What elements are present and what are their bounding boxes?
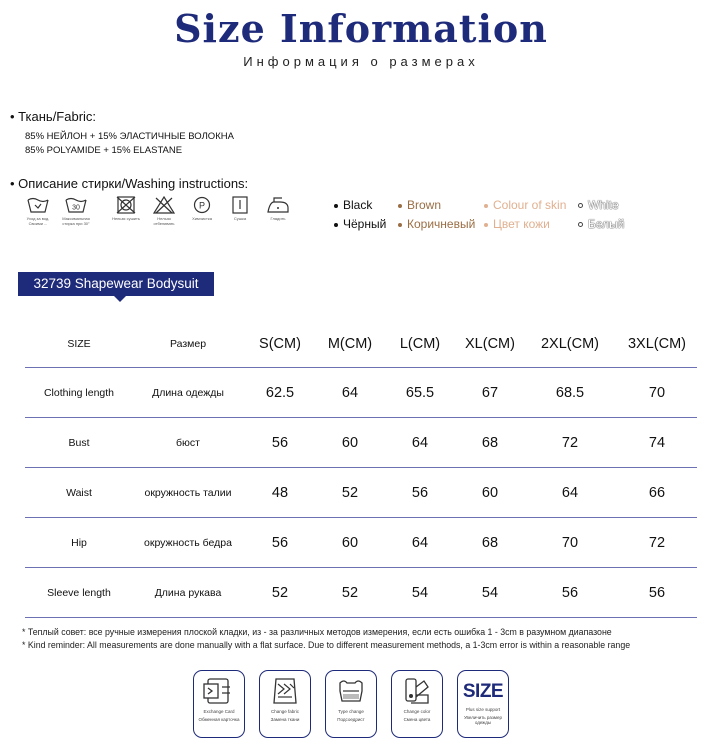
color-label: Чёрный <box>343 217 387 231</box>
product-name-banner: 32739 Shapewear Bodysuit <box>18 272 214 296</box>
table-cell: 60 <box>341 534 359 551</box>
table-cell: 56 <box>648 584 666 601</box>
fabric-line-en: 85% POLYAMIDE + 15% ELASTANE <box>25 145 183 156</box>
wash-caption: Максимальная стирка при 30° <box>62 216 90 226</box>
washing-heading: • Описание стирки/Washing instructions: <box>10 176 248 191</box>
note-ru: * Теплый совет: все ручные измерения плоской кладки, из - за различных методов измерения, если есть ошибка 1 - 3cm в разумном диапазоне <box>22 627 612 637</box>
row-label-en: Clothing length <box>43 386 115 399</box>
dry-clean-icon <box>186 196 218 221</box>
table-cell: 64 <box>341 384 359 401</box>
change-color-icon <box>400 675 434 707</box>
fabric-heading: • Ткань/Fabric: <box>10 109 96 124</box>
color-dot-icon <box>398 223 402 227</box>
color-dot-icon <box>578 203 583 208</box>
table-cell: 67 <box>481 384 499 401</box>
table-cell: 64 <box>411 534 429 551</box>
page-subtitle: Информация о размерах <box>243 54 479 69</box>
row-label-ru: окружность бедра <box>144 536 232 549</box>
wash-caption: Химчистка <box>192 216 212 221</box>
wash-30-icon <box>60 196 92 226</box>
table-row <box>25 418 697 468</box>
badge-label-en: Change fabric <box>270 709 300 714</box>
size-icon: SIZE <box>462 681 504 702</box>
row-label-ru: Длина рукава <box>154 586 222 599</box>
table-cell: 60 <box>481 484 499 501</box>
table-cell: 60 <box>341 434 359 451</box>
fabric-line-ru: 85% НЕЙЛОН + 15% ЭЛАСТИЧНЫЕ ВОЛОКНА <box>25 131 234 142</box>
size-table <box>25 320 697 618</box>
table-row <box>25 368 697 418</box>
svg-text:P: P <box>198 200 206 211</box>
table-cell: 68 <box>481 434 499 451</box>
table-cell: 68 <box>481 534 499 551</box>
header-xl: XL(CM) <box>465 335 515 352</box>
table-cell: 68.5 <box>555 384 585 401</box>
table-cell: 48 <box>271 484 289 501</box>
badge-label-ru: Обменная карточка <box>198 716 240 722</box>
iron-icon <box>262 196 294 221</box>
table-cell: 56 <box>271 434 289 451</box>
exchange-card-icon <box>202 675 236 707</box>
badge-label-ru: Смена цвета <box>403 716 431 722</box>
badge-label-ru: Подсоедрист <box>337 716 365 722</box>
note-en: * Kind reminder: All measurements are done manually with a flat surface. Due to different measurement methods, a 1-3cm error is within a reasonable range <box>22 640 631 650</box>
header-s: S(CM) <box>259 335 301 352</box>
table-cell: 72 <box>561 434 579 451</box>
table-cell: 52 <box>341 484 359 501</box>
row-label-en: Bust <box>68 436 90 449</box>
table-cell: 56 <box>411 484 429 501</box>
table-cell: 64 <box>561 484 579 501</box>
wash-caption: Нельзя отбеливать <box>153 216 175 226</box>
color-dot-icon <box>334 223 338 227</box>
color-dot-icon <box>398 204 402 208</box>
type-change-icon <box>334 675 368 707</box>
table-cell: 70 <box>561 534 579 551</box>
color-black <box>334 198 372 212</box>
table-row <box>25 468 697 518</box>
svg-text:30: 30 <box>72 204 80 212</box>
color-label: Colour of skin <box>493 198 567 212</box>
row-label-en: Sleeve length <box>47 586 111 599</box>
color-dot-icon <box>334 204 338 208</box>
table-cell: 56 <box>561 584 579 601</box>
no-tumble-dry-icon <box>110 196 142 221</box>
color-label: White <box>588 198 619 212</box>
badge-label-en: Type change <box>338 709 364 714</box>
wash-caption: Уход за вод. Своими ... <box>26 216 50 226</box>
change-color-badge <box>391 670 443 738</box>
color-dot-icon <box>484 223 488 227</box>
row-label-en: Waist <box>66 486 92 499</box>
table-row <box>25 518 697 568</box>
washing-icons <box>22 196 312 246</box>
color-dot-icon <box>578 222 583 227</box>
row-label-en: Hip <box>71 536 87 549</box>
table-cell: 52 <box>271 584 289 601</box>
change-fabric-badge <box>259 670 311 738</box>
color-skin <box>484 198 566 212</box>
table-cell: 72 <box>648 534 666 551</box>
header-3xl: 3XL(CM) <box>627 335 686 352</box>
header-m: M(CM) <box>327 335 373 352</box>
color-brown-ru <box>398 217 475 231</box>
table-cell: 64 <box>411 434 429 451</box>
table-cell: 54 <box>481 584 499 601</box>
header-size: SIZE <box>67 337 91 350</box>
table-cell: 70 <box>648 384 666 401</box>
badge-label-en: Plus size support <box>465 707 501 712</box>
wash-caption: Нельзя сушить <box>112 216 140 221</box>
badge-label-ru: Замена ткани <box>270 716 300 722</box>
table-cell: 65.5 <box>405 384 435 401</box>
hand-wash-icon <box>22 196 54 226</box>
color-label: Цвет кожи <box>493 217 550 231</box>
table-cell: 56 <box>271 534 289 551</box>
feature-badges <box>193 670 513 740</box>
color-label: Black <box>343 198 373 212</box>
row-label-ru: Длина одежды <box>152 386 224 399</box>
header-l: L(CM) <box>399 335 441 352</box>
color-white-ru <box>578 217 624 231</box>
color-dot-icon <box>484 204 488 208</box>
table-cell: 52 <box>341 584 359 601</box>
color-label: Белый <box>588 217 625 231</box>
color-skin-ru <box>484 217 550 231</box>
color-label: Коричневый <box>407 217 476 231</box>
color-black-ru <box>334 217 386 231</box>
color-label: Brown <box>407 198 442 212</box>
page-title: Size Information <box>174 6 548 51</box>
change-fabric-icon <box>268 675 302 707</box>
header-2xl: 2XL(CM) <box>540 335 599 352</box>
table-header-row <box>25 320 697 368</box>
row-label-ru: бюст <box>176 436 200 449</box>
table-cell: 54 <box>411 584 429 601</box>
no-bleach-icon <box>148 196 180 226</box>
table-cell: 74 <box>648 434 666 451</box>
badge-label-en: Exchange Card <box>203 709 235 714</box>
table-cell: 62.5 <box>265 384 295 401</box>
table-cell: 66 <box>648 484 666 501</box>
badge-label-en: Change color <box>403 709 431 714</box>
header-size-ru: Размер <box>169 337 207 350</box>
color-options <box>334 198 714 238</box>
line-dry-icon <box>224 196 256 221</box>
table-row <box>25 568 697 618</box>
color-brown <box>398 198 441 212</box>
size-badge <box>457 670 509 738</box>
row-label-ru: окружность талии <box>144 486 232 499</box>
wash-caption: Гладить <box>270 216 286 221</box>
color-white <box>578 198 619 212</box>
badge-label-ru: Увеличить размер одежды <box>463 714 503 725</box>
wash-caption: Сушка <box>233 216 247 221</box>
type-change-badge <box>325 670 377 738</box>
exchange-card-badge <box>193 670 245 738</box>
